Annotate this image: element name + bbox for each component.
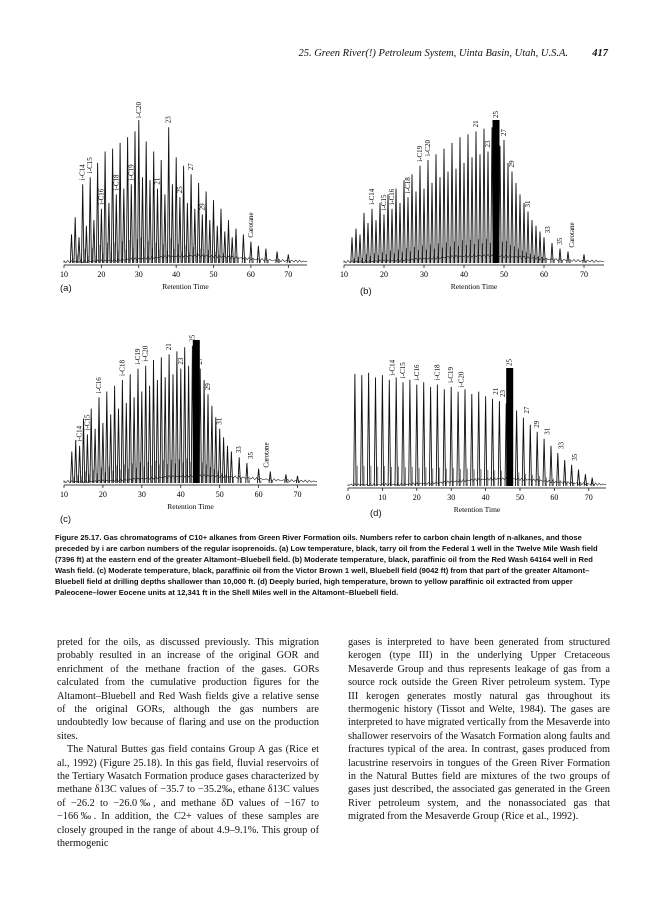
x-tick-label: 50 — [516, 493, 524, 502]
peak — [451, 143, 453, 263]
peak — [355, 229, 357, 263]
peak — [464, 389, 466, 486]
peak — [257, 246, 259, 263]
peak-label: Carotane — [262, 442, 271, 468]
paragraph: The Natural Buttes gas field contains Group A gas (Rice et al., 1992) (Figure 25.18). In this gas field, fluvial reservoirs of the Tertiary Wasatch Formation produce gases characterized by methane δ13C values of −35.7 to −35.2‰, ethane δ13C values of −26.2 to −26.0‰, and methane δD values of −167 to −166‰. In addition, the C2+ values of these samples are closely grouped in the range of about 4.9–9.1%. This group of thermogenic — [57, 744, 319, 850]
x-tick-label: 0 — [346, 493, 350, 502]
peak — [222, 437, 224, 483]
peak-label: 23 — [484, 140, 492, 148]
peak — [164, 194, 166, 263]
peak-label: Carotane — [568, 222, 576, 248]
peak — [86, 434, 88, 483]
peak — [171, 184, 173, 263]
peak — [419, 166, 421, 263]
peak — [484, 396, 486, 486]
peak-label: i-C15 — [380, 194, 388, 211]
peak — [175, 157, 177, 263]
peak — [230, 452, 232, 484]
peak — [190, 174, 192, 263]
peak-label: i-C14 — [388, 359, 397, 376]
x-tick-label: 10 — [340, 270, 348, 279]
peak — [110, 414, 112, 483]
peak — [570, 465, 572, 486]
peak-label: i-C16 — [412, 364, 421, 381]
peak — [591, 478, 593, 486]
peak — [145, 366, 147, 483]
peak — [172, 374, 174, 483]
highlight-peak — [506, 368, 513, 486]
peak — [459, 137, 461, 263]
peak — [106, 392, 108, 484]
peak — [121, 380, 123, 483]
peak — [423, 382, 425, 486]
peak-label: 31 — [543, 427, 552, 435]
peak — [176, 351, 178, 483]
panel-label-a: (a) — [60, 283, 72, 294]
peak-label: i-C18 — [404, 177, 412, 194]
peak — [483, 129, 485, 263]
peak-label: 23 — [498, 390, 507, 397]
peak — [94, 429, 96, 483]
peak — [478, 392, 480, 486]
running-header — [0, 48, 660, 62]
peak — [367, 223, 369, 263]
x-axis-title: Retention Time — [450, 282, 498, 291]
peak — [367, 373, 369, 486]
peak — [361, 375, 363, 486]
peak — [160, 357, 162, 483]
peak-label: i-C16 — [97, 188, 106, 205]
peak — [351, 237, 353, 263]
x-tick-label: 20 — [98, 490, 107, 499]
peak — [519, 194, 521, 263]
peak — [559, 249, 561, 263]
peak — [363, 213, 365, 263]
peak — [246, 463, 248, 483]
peak-label: i-C14 — [78, 164, 87, 181]
peak — [423, 189, 425, 263]
peak — [113, 386, 115, 483]
peak-label: i-C14 — [368, 188, 376, 205]
peak-label: 27 — [522, 406, 531, 414]
peak — [507, 163, 509, 263]
peak-label: 29 — [508, 160, 516, 168]
peak — [407, 197, 409, 263]
peak-label: i-C15 — [83, 414, 92, 431]
peak — [211, 406, 213, 483]
peak — [152, 360, 154, 483]
peak — [74, 217, 76, 263]
x-tick-label: 70 — [284, 270, 293, 279]
peak — [450, 387, 452, 486]
paragraph: preted for the oils, as discussed previously. This migration probably resulted in an increase of the original GOR and enrichment of the methane fraction of the gases. GORs calculated from the cumulative production figures for the Altamont–Bluebell and Red Wash fields give a relative sense of the original GORs, although the gas numbers are undoubtedly low because of flaring and use on the production sites. — [57, 637, 319, 742]
peak — [203, 380, 205, 483]
x-tick-label: 30 — [447, 493, 456, 502]
peak — [531, 220, 533, 263]
peak — [89, 177, 91, 263]
peak — [78, 446, 80, 483]
peak-label: 21 — [491, 387, 500, 395]
peak — [115, 194, 117, 263]
peak-label: i-C18 — [112, 174, 121, 191]
peak — [511, 172, 513, 264]
peak-label: 33 — [544, 226, 552, 234]
peak-label: i-C18 — [433, 364, 442, 381]
peak-label: i-C19 — [134, 348, 142, 365]
peak — [479, 154, 481, 263]
peak — [207, 394, 209, 483]
peak-label: i-C20 — [424, 140, 432, 156]
peak-label: i-C16 — [95, 377, 103, 394]
peak — [212, 200, 214, 263]
peak — [201, 214, 203, 263]
x-tick-label: 60 — [254, 490, 263, 499]
peak — [71, 452, 73, 484]
peak-label: 35 — [246, 452, 255, 459]
peak — [104, 152, 106, 264]
peak-label: i-C19 — [127, 164, 136, 181]
peak — [439, 177, 441, 263]
peak-label: 27 — [500, 129, 508, 136]
peak — [443, 149, 445, 263]
peak — [435, 154, 437, 263]
x-tick-label: 60 — [540, 270, 548, 279]
peak — [126, 137, 128, 263]
peak — [296, 476, 298, 483]
peak — [180, 369, 182, 483]
peak — [431, 183, 433, 263]
x-axis-title: Retention Time — [162, 282, 209, 291]
peak — [184, 347, 186, 483]
x-tick-label: 40 — [176, 490, 185, 499]
peak — [529, 425, 531, 486]
peak-label: 25 — [175, 186, 184, 194]
peak — [224, 232, 226, 264]
x-tick-label: 30 — [134, 270, 143, 279]
peak — [156, 380, 158, 483]
peak-label: i-C14 — [75, 425, 84, 442]
peak-label: i-C20 — [141, 345, 150, 362]
peak-label: i-C16 — [388, 188, 396, 205]
peak — [416, 385, 418, 487]
peak — [102, 423, 104, 483]
peak — [359, 234, 361, 263]
peak — [455, 169, 457, 263]
peak — [539, 232, 541, 264]
x-tick-label: 20 — [412, 493, 421, 502]
peak-label: i-C15 — [399, 362, 407, 379]
peak — [215, 417, 217, 483]
peak — [133, 397, 135, 483]
peak — [141, 177, 143, 263]
peak-label: 21 — [165, 343, 174, 351]
peak — [557, 453, 559, 486]
peak — [129, 374, 131, 483]
peak — [117, 409, 119, 483]
peak-label: i-C15 — [86, 157, 95, 174]
peak — [443, 389, 445, 486]
chromatogram-d — [342, 330, 612, 520]
peak — [564, 460, 566, 486]
chromatogram-b — [338, 82, 610, 297]
peak — [231, 237, 233, 263]
peak — [70, 234, 72, 263]
page-number: 417 — [592, 48, 608, 59]
peak — [287, 254, 289, 263]
peak — [138, 120, 140, 263]
highlight-peak — [493, 120, 500, 263]
peak — [415, 192, 417, 264]
peak — [130, 184, 132, 263]
peak — [205, 192, 207, 264]
peak — [467, 134, 469, 263]
peak — [153, 152, 155, 264]
peak-label: 31 — [524, 200, 532, 208]
chromatogram-a — [58, 82, 313, 297]
chromatogram-d-plot — [342, 330, 612, 520]
peak — [383, 214, 385, 263]
x-tick-label: 40 — [460, 270, 468, 279]
peak-label: 35 — [571, 453, 579, 461]
peak — [515, 183, 517, 263]
x-axis-title: Retention Time — [453, 505, 501, 514]
peak — [584, 474, 586, 486]
peak — [179, 197, 181, 263]
peak — [427, 160, 429, 263]
x-tick-label: 20 — [97, 270, 106, 279]
x-tick-label: 20 — [380, 270, 388, 279]
chromatogram-c-plot — [58, 302, 323, 517]
peak — [567, 252, 569, 263]
peak — [137, 369, 139, 483]
peak — [125, 403, 127, 483]
peak — [96, 163, 98, 263]
peak-label: 23 — [176, 357, 185, 365]
peak — [235, 229, 237, 263]
peak — [436, 385, 438, 487]
peak — [265, 249, 267, 263]
peak — [93, 220, 95, 263]
peak — [471, 157, 473, 263]
peak — [98, 397, 100, 483]
peak — [409, 380, 411, 486]
peak — [498, 401, 500, 486]
peak-label: 27 — [196, 357, 205, 365]
peak-label: i-C19 — [447, 366, 456, 383]
figure-caption: Figure 25.17. Gas chromatograms of C10+ alkanes from Green River Formation oils. Numbers refer to carbon chain length of n-alkanes, and those preceded by i are carbon numbers of the regular isoprenoids. (a) Low temperature, black, tarry oil from the Federal 1 well in the Twelve Mile Wash field (7396 ft) at the eastern end of the greater Altamont–Bluebell field. (b) Moderate temperature, black, paraffinic oil from the Red Wash 64164 well in Red Wash field. (c) Moderate temperature, black, paraffinic oil from the Victor Brown 1 well, Bluebell field (9042 ft) from that part of the greater Altamont–Bluebell field at drilling depths shallower than 10,000 ft. (d) Deeply buried, high temperature, brown to yellow paraffinic oil extracted from upper Paleocene–lower Eocene units at 12,341 ft in the Shell Miles well in the Altamont–Bluebell field. — [55, 533, 598, 597]
peak-label: 23 — [164, 116, 173, 124]
peak — [75, 440, 77, 483]
chromatogram-b-plot — [338, 82, 610, 297]
peak-label: 33 — [235, 446, 244, 454]
peak — [78, 237, 80, 263]
peak — [111, 149, 113, 263]
x-tick-label: 30 — [420, 270, 428, 279]
peak — [583, 254, 585, 263]
peak — [447, 172, 449, 264]
header-title: 25. Green River(!) Petroleum System, Uinta Basin, Utah, U.S.A. — [298, 48, 568, 59]
peak-label: Carotane — [246, 212, 255, 238]
peak-label: 29 — [198, 203, 207, 211]
peak — [543, 237, 545, 263]
peak — [523, 203, 525, 263]
peak — [85, 226, 87, 263]
peak — [219, 429, 221, 483]
peak — [475, 131, 477, 263]
peak-label: 33 — [557, 442, 566, 449]
peak — [535, 226, 537, 263]
peak — [536, 432, 538, 486]
peak — [168, 127, 170, 263]
peak — [160, 160, 162, 263]
peak — [156, 189, 158, 263]
peak — [457, 392, 459, 486]
peak — [527, 212, 529, 264]
peak — [123, 189, 125, 263]
x-tick-label: 10 — [60, 270, 68, 279]
chromatogram-c — [58, 302, 323, 517]
panel-label-c: (c) — [60, 514, 72, 525]
peak — [471, 394, 473, 486]
peak-label: 21 — [153, 177, 162, 185]
peak — [381, 375, 383, 486]
peak — [463, 163, 465, 263]
peak-label: i-C20 — [457, 371, 466, 388]
peak — [82, 184, 84, 263]
peak — [402, 382, 404, 486]
peak-label: 29 — [204, 383, 212, 391]
peak — [186, 203, 188, 263]
peak — [395, 377, 397, 486]
x-tick-label: 10 — [378, 493, 387, 502]
x-tick-label: 50 — [500, 270, 508, 279]
peak — [391, 209, 393, 263]
peak — [550, 446, 552, 486]
x-axis-title: Retention Time — [167, 502, 214, 511]
x-tick-label: 70 — [293, 490, 302, 499]
peak-label: i-C19 — [416, 145, 424, 162]
peak — [379, 203, 381, 263]
x-tick-label: 70 — [580, 270, 588, 279]
peak-label: 29 — [533, 420, 542, 428]
peak — [269, 472, 271, 483]
peak — [168, 354, 170, 483]
peak — [164, 377, 166, 483]
x-tick-label: 50 — [215, 490, 224, 499]
peak — [388, 380, 390, 486]
chromatogram-a-plot — [58, 82, 313, 297]
peak — [522, 418, 524, 486]
x-tick-label: 70 — [584, 493, 593, 502]
panel-label-d: (d) — [370, 508, 382, 519]
peak — [371, 209, 373, 263]
peak — [503, 140, 505, 263]
peak — [551, 243, 553, 263]
peak — [145, 142, 147, 264]
peak — [429, 387, 431, 486]
peak — [220, 209, 222, 263]
x-tick-label: 40 — [481, 493, 490, 502]
peak-label: 25 — [188, 334, 197, 342]
peak-label: 25 — [505, 359, 514, 366]
peak — [487, 152, 489, 264]
peak — [226, 446, 228, 483]
peak-label: i-C18 — [118, 360, 127, 376]
peak — [399, 203, 401, 263]
peak-label: 35 — [556, 237, 564, 245]
peak — [354, 374, 356, 486]
peak — [515, 411, 517, 487]
x-tick-label: 50 — [209, 270, 218, 279]
peak — [141, 392, 143, 484]
peak-label: 27 — [187, 163, 196, 171]
body-column-right — [348, 636, 610, 824]
peak — [119, 143, 121, 263]
body-column-left — [57, 636, 319, 851]
peak — [187, 366, 189, 483]
panel-label-b: (b) — [360, 286, 372, 297]
peak — [238, 457, 240, 483]
x-tick-label: 60 — [550, 493, 559, 502]
x-tick-label: 10 — [60, 490, 68, 499]
peak — [148, 386, 150, 483]
peak — [375, 220, 377, 263]
peak — [197, 183, 199, 263]
peak — [543, 439, 545, 486]
peak-label: 25 — [492, 111, 500, 118]
peak-label: 31 — [215, 417, 224, 425]
x-tick-label: 60 — [246, 270, 255, 279]
peak — [149, 180, 151, 263]
peak — [257, 469, 259, 483]
peak-label: 21 — [472, 120, 480, 128]
x-tick-label: 30 — [137, 490, 146, 499]
peak — [100, 209, 102, 263]
peak-label: i-C20 — [134, 102, 143, 118]
peak — [491, 399, 493, 486]
peak — [182, 166, 184, 263]
peak — [374, 377, 376, 486]
paragraph: gases is interpreted to have been generated from structured kerogen (type III) in the underlying Upper Cretaceous Mesaverde Group and thus represents leakage of gas from a source rock outside the Green River petroleum system. Type III kerogen generates mostly natural gas throughout its thermogenic history (Tissot and Welte, 1984). The gases are interpreted to have migrated vertically from the Mesaverde into shallower reservoirs of the Wasatch Formation along faults and fractures typical of the area. In contrast, gases produced from lacustrine reservoirs in tongues of the Green River Formation in the Natural Buttes field are mixtures of the two groups of gases just described, the associated gas generated in the Green River petroleum system, and the nonassociated gas that migrated from the Mesaverde Group (Rice et al., 1992). — [348, 637, 610, 823]
x-tick-label: 40 — [172, 270, 181, 279]
peak — [134, 131, 136, 263]
peak — [577, 470, 579, 487]
peak — [108, 203, 110, 263]
